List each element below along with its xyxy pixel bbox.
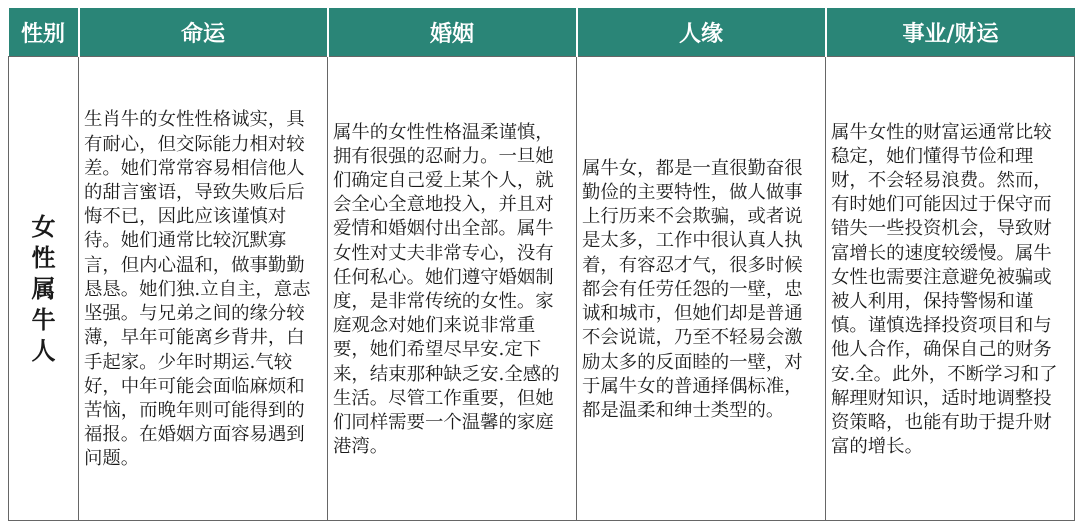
popularity-text: 属牛女，都是一直很勤奋很勤俭的主要特性，做人做事上行历来不会欺骗，或者说是太多，工作中很认真人执着，有容忍才气，很多时候都会有任劳任怨的一壁，忠诚和城市，但她们却是普通不会说谎，乃至不轻易会激励太多的反面睦的一壁，对于属牛女的普通择偶标准，都是温柔和绅士类型的。 xyxy=(582,157,803,421)
header-row xyxy=(9,8,1075,57)
popularity-cell xyxy=(577,57,826,521)
fate-cell xyxy=(79,57,328,521)
header-fate: 命运 xyxy=(79,8,328,57)
marriage-cell xyxy=(328,57,577,521)
zodiac-info-table xyxy=(8,8,1075,521)
header-popularity: 人缘 xyxy=(577,8,826,57)
header-gender: 性别 xyxy=(9,8,79,57)
career-cell xyxy=(826,57,1075,521)
header-career-wealth: 事业/财运 xyxy=(826,8,1075,57)
gender-label: 女性属牛人 xyxy=(31,212,56,365)
table-row xyxy=(9,57,1075,521)
career-text: 属牛女性的财富运通常比较稳定，她们懂得节俭和理财，不会轻易浪费。然而，有时她们可能因过于保守而错失一些投资机会，导致财富增长的速度较缓慢。属牛女性也需要注意避免被骗或被人利用，保持警惕和谨慎。谨慎选择投资项目和与他人合作，确保自己的财务安.全。此外，不断学习和了解理财知识，适时地调整投资策略，也能有助于提升财富的增长。 xyxy=(831,121,1058,458)
fate-text: 生肖牛的女性性格诚实，具有耐心，但交际能力相对较差。她们常常容易相信他人的甜言蜜语，导致失败后后悔不已，因此应该谨慎对待。她们通常比较沉默寡言，但内心温和，做事勤勤恳恳。她们独.立自主，意志坚强。与兄弟之间的缘分较薄，早年可能离乡背井，白手起家。少年时期运.气较好，中年可能会面临麻烦和苦恼，而晚年则可能得到的福报。在婚姻方面容易遇到问题。 xyxy=(84,109,311,470)
header-marriage: 婚姻 xyxy=(328,8,577,57)
gender-cell xyxy=(9,57,79,521)
marriage-text: 属牛的女性性格温柔谨慎，拥有很强的忍耐力。一旦她们确定自己爱上某个人，就会全心全意地投入，并且对爱情和婚姻付出全部。属牛女性对丈夫非常专心，没有任何私心。她们遵守婚姻制度，是非常传统的女性。家庭观念对她们来说非常重要，她们希望尽早安.定下来，结束那种缺乏安.全感的生活。尽管工作重要，但她们同样需要一个温馨的家庭港湾。 xyxy=(333,121,560,458)
